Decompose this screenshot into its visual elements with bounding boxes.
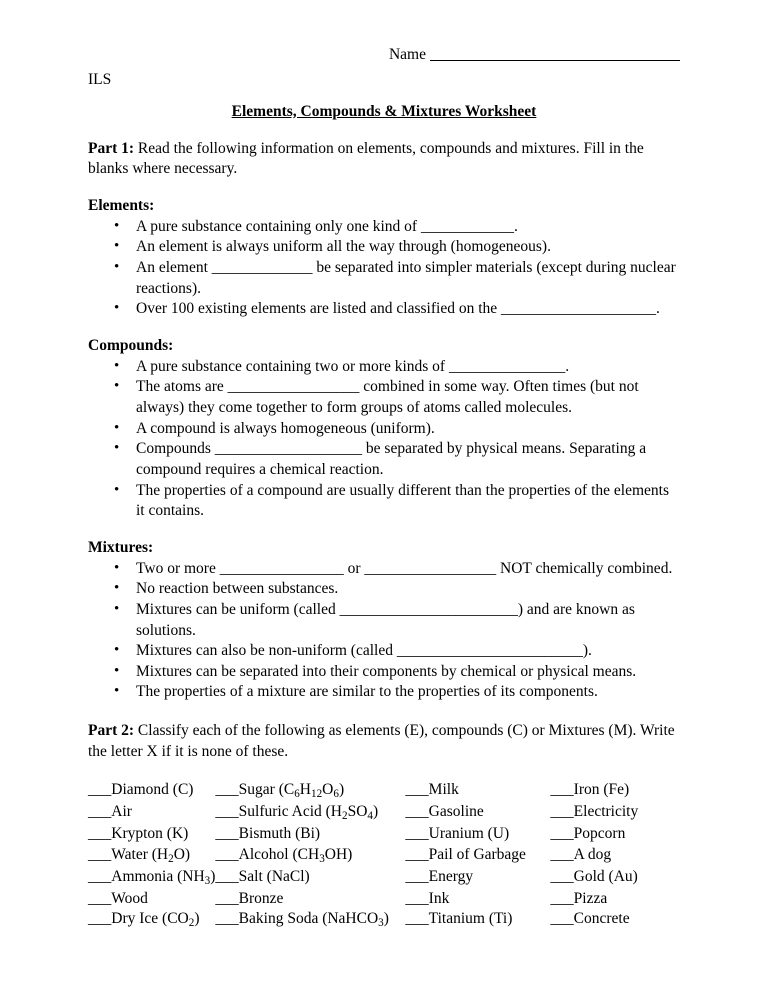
substance-label: Water $(H_2O)$ xyxy=(111,845,191,865)
classification-cell[interactable] xyxy=(405,824,550,845)
part1-instructions xyxy=(88,139,680,180)
answer-blank[interactable]: ___ xyxy=(405,867,429,885)
list-item: • Mixtures can be uniform (called _______________________) and are known as solutions. xyxy=(136,600,680,641)
elements-list xyxy=(88,217,680,320)
classification-cell[interactable] xyxy=(88,780,215,802)
classification-table-body xyxy=(88,780,680,931)
answer-blank[interactable]: ___ xyxy=(215,803,239,821)
answer-blank[interactable]: ___ xyxy=(215,781,239,799)
substance-label: Iron (Fe) xyxy=(573,781,630,799)
substance-label: Ink xyxy=(428,889,450,907)
substance-label: Sugar $(C_6H_{12}O_6)$ xyxy=(238,781,345,801)
answer-blank[interactable]: ___ xyxy=(405,889,429,907)
answer-blank[interactable]: ___ xyxy=(215,889,239,907)
answer-blank[interactable]: ___ xyxy=(88,845,112,863)
substance-label: Titanium (Ti) xyxy=(428,910,513,928)
classification-cell[interactable] xyxy=(550,824,680,845)
classification-cell[interactable] xyxy=(88,845,215,867)
substance-label: Concrete xyxy=(573,910,630,928)
page-title: Elements, Compounds & Mixtures Worksheet xyxy=(231,102,537,120)
substance-label: Popcorn xyxy=(573,825,626,843)
classification-cell[interactable] xyxy=(215,824,405,845)
part1-text: Read the following information on elements, compounds and mixtures. Fill in the blanks where necessary. xyxy=(88,139,644,178)
answer-blank[interactable]: ___ xyxy=(88,825,112,843)
list-item: • Over 100 existing elements are listed and classified on the ____________________. xyxy=(136,299,680,320)
answer-blank[interactable]: ___ xyxy=(550,781,574,799)
list-item: • The properties of a compound are usually different than the properties of the elements it contains. xyxy=(136,481,680,522)
substance-label: Pizza xyxy=(573,889,608,907)
substance-label: Bismuth (Bi) xyxy=(238,825,321,843)
elements-heading: Elements: xyxy=(88,196,155,214)
answer-blank[interactable]: ___ xyxy=(550,910,574,928)
classification-cell[interactable] xyxy=(550,909,680,931)
ils-label: ILS xyxy=(88,70,112,88)
substance-label: Uranium (U) xyxy=(428,825,510,843)
answer-blank[interactable]: ___ xyxy=(550,803,574,821)
substance-label: Salt (NaCl) xyxy=(238,867,310,885)
part1-label: Part 1: xyxy=(88,139,135,157)
substance-label: Diamond (C) xyxy=(111,781,194,799)
compounds-list xyxy=(88,357,680,522)
answer-blank[interactable]: ___ xyxy=(550,889,574,907)
answer-blank[interactable]: ___ xyxy=(88,889,112,907)
classification-cell[interactable] xyxy=(550,845,680,867)
list-item: • A pure substance containing two or more kinds of _______________. xyxy=(136,357,680,378)
classification-cell[interactable] xyxy=(88,867,215,889)
classification-cell[interactable] xyxy=(88,824,215,845)
part2-label: Part 2: xyxy=(88,722,135,739)
table-row xyxy=(88,824,680,845)
answer-blank[interactable]: ___ xyxy=(215,910,239,928)
classification-cell[interactable] xyxy=(405,909,550,931)
mixtures-heading: Mixtures: xyxy=(88,538,154,556)
substance-label: Baking Soda (NaHCO$_3$) xyxy=(238,910,389,930)
substance-label: Electricity xyxy=(573,803,639,821)
substance-label: Pail of Garbage xyxy=(428,845,526,863)
table-row xyxy=(88,889,680,910)
answer-blank[interactable]: ___ xyxy=(550,825,574,843)
classification-cell[interactable] xyxy=(215,889,405,910)
list-item: • No reaction between substances. xyxy=(136,579,680,600)
substance-label: Energy xyxy=(428,867,474,885)
substance-label: Wood xyxy=(111,889,148,907)
classification-cell[interactable] xyxy=(550,867,680,889)
compounds-heading: Compounds: xyxy=(88,336,174,354)
classification-cell[interactable] xyxy=(550,780,680,802)
list-item: • Mixtures can also be non-uniform (called ________________________). xyxy=(136,641,680,662)
substance-label: Dry Ice $(CO_2)$ xyxy=(111,910,200,930)
substance-label: Gasoline xyxy=(428,803,484,821)
classification-cell[interactable] xyxy=(215,802,405,824)
answer-blank[interactable]: ___ xyxy=(88,867,112,885)
classification-cell[interactable] xyxy=(405,780,550,802)
list-item: • The atoms are _________________ combined in some way. Often times (but not always) they come together to form groups of atoms called molecules. xyxy=(136,377,680,418)
substance-label: Krypton (K) xyxy=(111,825,189,843)
classification-cell[interactable] xyxy=(405,802,550,824)
classification-cell[interactable] xyxy=(88,802,215,824)
table-row xyxy=(88,845,680,867)
answer-blank[interactable]: ___ xyxy=(215,867,239,885)
list-item: • An element _____________ be separated into simpler materials (except during nuclear reactions). xyxy=(136,258,680,299)
answer-blank[interactable]: ___ xyxy=(215,825,239,843)
list-item: • Compounds ___________________ be separated by physical means. Separating a compound requires a chemical reaction. xyxy=(136,439,680,480)
list-item: • A compound is always homogeneous (uniform). xyxy=(136,419,680,440)
name-label: Name xyxy=(388,46,426,63)
substance-label: Ammonia $(NH_3)$ xyxy=(111,867,216,887)
substance-label: Milk xyxy=(428,781,459,799)
list-item: • Two or more ________________ or _________________ NOT chemically combined. xyxy=(136,559,680,580)
classification-cell[interactable] xyxy=(88,889,215,910)
classification-cell[interactable] xyxy=(550,889,680,910)
part2-text: Classify each of the following as elements (E), compounds (C) or Mixtures (M). Write the letter X if it is none of these. xyxy=(88,722,675,760)
answer-blank[interactable]: ___ xyxy=(405,803,429,821)
substance-label: Gold (Au) xyxy=(573,867,638,885)
substance-label: A dog xyxy=(573,845,612,863)
answer-blank[interactable]: ___ xyxy=(405,845,429,863)
substance-label: Sulfuric Acid $(H_2SO_4)$ xyxy=(238,803,379,823)
name-field-row xyxy=(88,46,680,65)
mixtures-list xyxy=(88,559,680,703)
answer-blank[interactable]: ___ xyxy=(215,845,239,863)
table-row xyxy=(88,867,680,889)
answer-blank[interactable]: ___ xyxy=(405,910,429,928)
classification-cell[interactable] xyxy=(405,889,550,910)
answer-blank[interactable]: ___ xyxy=(88,803,112,821)
substance-label: Alcohol $(CH_3OH)$ xyxy=(238,845,353,865)
classification-cell[interactable] xyxy=(215,780,405,802)
classification-cell[interactable] xyxy=(405,845,550,867)
list-item: • A pure substance containing only one kind of ____________. xyxy=(136,217,680,238)
answer-blank[interactable]: ___ xyxy=(405,781,429,799)
classification-cell[interactable] xyxy=(550,802,680,824)
classification-cell[interactable] xyxy=(215,867,405,889)
table-row xyxy=(88,909,680,931)
table-row xyxy=(88,802,680,824)
substance-label: Air xyxy=(111,803,132,821)
table-row xyxy=(88,780,680,802)
classification-cell[interactable] xyxy=(88,909,215,931)
substance-label: Bronze xyxy=(238,889,284,907)
list-item: • The properties of a mixture are similar to the properties of its components. xyxy=(136,682,680,703)
classification-cell[interactable] xyxy=(215,845,405,867)
answer-blank[interactable]: ___ xyxy=(88,910,112,928)
part2-instructions xyxy=(88,721,680,762)
list-item: • An element is always uniform all the way through (homogeneous). xyxy=(136,237,680,258)
answer-blank[interactable]: ___ xyxy=(550,845,574,863)
answer-blank[interactable]: ___ xyxy=(405,825,429,843)
classification-cell[interactable] xyxy=(405,867,550,889)
answer-blank[interactable]: ___ xyxy=(550,867,574,885)
classification-table xyxy=(88,780,680,931)
name-blank-line[interactable] xyxy=(430,60,680,61)
answer-blank[interactable]: ___ xyxy=(88,781,112,799)
classification-cell[interactable] xyxy=(215,909,405,931)
list-item: • Mixtures can be separated into their components by chemical or physical means. xyxy=(136,662,680,683)
